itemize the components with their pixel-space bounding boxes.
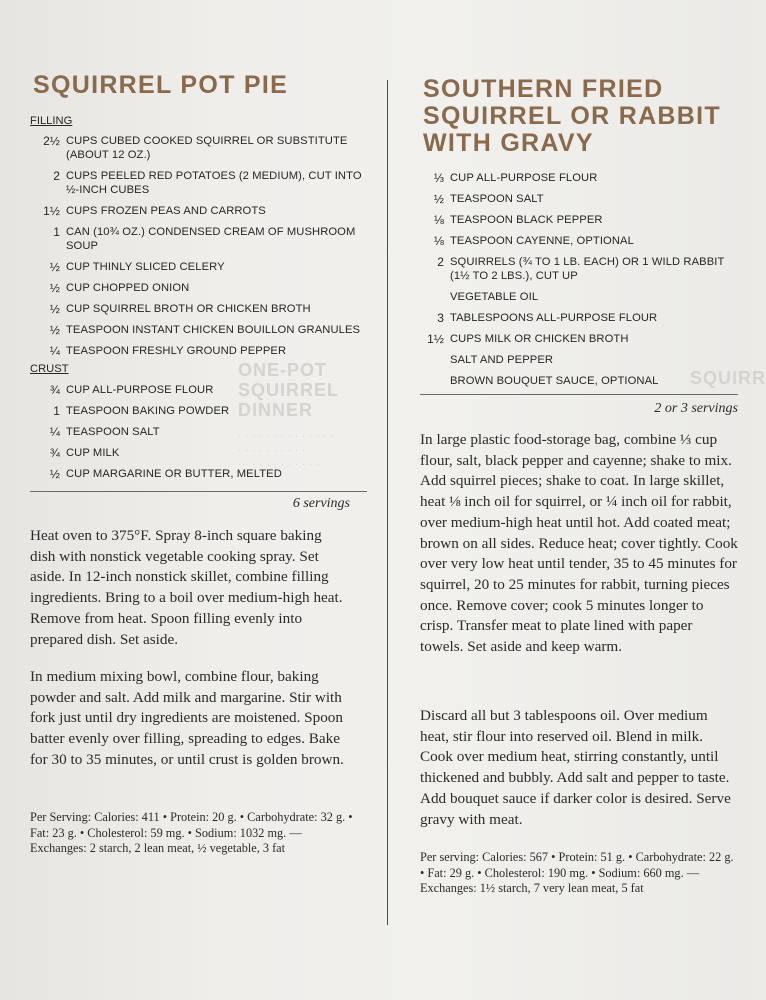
ingredient-quantity: 2½ [43, 134, 60, 148]
instructions-paragraph-2: Discard all but 3 tablespoons oil. Over medium heat, stir flour into reserved oil. Blend in milk. Cook over medium heat, stirring constantly, until thickened and bubbly. Add salt and pepper to taste. Add bouquet sauce if darker color is desired. Serve gravy with meat. [420, 707, 731, 828]
ingredient-item [410, 353, 736, 367]
ingredient-item [26, 169, 366, 197]
nutrition-info: Per serving: Calories: 567 • Protein: 51 g. • Carbohydrate: 22 g. • Fat: 29 g. • Cholesterol: 190 mg. • Sodium: 660 mg. — Exchanges: 1½ starch, 7 very lean meat, 5 fat [420, 850, 734, 896]
ingredient-text: TEASPOON SALT [450, 193, 544, 205]
ingredient-item [26, 302, 366, 316]
ingredient-quantity: ½ [49, 323, 60, 337]
ingredient-text: TEASPOON CAYENNE, OPTIONAL [450, 235, 634, 247]
bleed-through-heading: ONE-POT SQUIRREL DINNER [238, 360, 339, 420]
ingredient-item [410, 290, 736, 304]
instructions-paragraph-2: In medium mixing bowl, combine flour, baking powder and salt. Add milk and margarine. Stir with fork just until dry ingredients are moistened. Spoon batter evenly over filling, spreading to edges. Bake for 30 to 35 minutes, or until crust is golden brown. [30, 668, 344, 768]
ingredient-text: CUP SQUIRREL BROTH OR CHICKEN BROTH [66, 303, 311, 315]
ingredient-text: CUP ALL-PURPOSE FLOUR [66, 384, 214, 396]
filling-ingredient-list [26, 134, 366, 365]
ingredient-text: CUP MARGARINE OR BUTTER, MELTED [66, 468, 282, 480]
ingredient-quantity: ½ [49, 281, 60, 295]
ingredient-text: TEASPOON INSTANT CHICKEN BOUILLON GRANULES [66, 324, 361, 336]
ingredient-text: CUP CHOPPED ONION [66, 282, 190, 294]
instructions-paragraph-1: Heat oven to 375°F. Spray 8-inch square baking dish with nonstick vegetable cooking spray. Set aside. In 12-inch nonstick skillet, combine filling ingredients. Bring to a boil over medium-high heat. Remove from heat. Spoon filling evenly into prepared dish. Set aside. [30, 527, 343, 648]
ingredient-quantity: ½ [49, 302, 60, 316]
recipe-title: SOUTHERN FRIED SQUIRREL OR RABBIT WITH GRAVY [423, 75, 721, 157]
ingredient-item [26, 425, 366, 439]
ingredient-quantity: ¾ [49, 383, 60, 397]
ingredient-text: TEASPOON BAKING POWDER [66, 405, 230, 417]
ingredient-text: CUPS FROZEN PEAS AND CARROTS [66, 205, 266, 217]
ingredient-quantity: ¾ [49, 446, 60, 460]
servings: 6 servings [292, 496, 350, 511]
ingredient-item [410, 374, 736, 388]
crust-ingredient-list [26, 383, 366, 488]
nutrition-info: Per Serving: Calories: 411 • Protein: 20 g. • Carbohydrate: 32 g. • Fat: 23 g. • Cholesterol: 59 mg. • Sodium: 1032 mg. — Exchanges: 2 starch, 2 lean meat, ½ vegetable, 3 fat [30, 810, 353, 856]
ingredient-quantity: ¼ [49, 344, 60, 358]
ingredient-quantity: ½ [49, 260, 60, 274]
ingredient-text: VEGETABLE OIL [450, 291, 539, 303]
ingredient-text: CUPS PEELED RED POTATOES (2 MEDIUM), CUT INTO ½-INCH CUBES [66, 170, 362, 196]
crust-label: CRUST [30, 363, 69, 375]
ingredient-text: BROWN BOUQUET SAUCE, OPTIONAL [450, 375, 659, 387]
ingredient-text: CUP MILK [66, 447, 120, 459]
ingredient-item [410, 311, 736, 325]
ingredient-item [26, 204, 366, 218]
instructions-paragraph-1: In large plastic food-storage bag, combine ⅓ cup flour, salt, black pepper and cayenne; shake to mix. Add squirrel pieces; shake to coat. In large skillet, heat ⅛ inch oil for squirrel, or ¼ inch oil for rabbit, over medium-high heat until hot. Add coated meat; brown on all sides. Reduce heat; cover tightly. Cook over very low heat until tender, 35 to 45 minutes for squirrel, 20 to 25 minutes for rabbit, turning pieces once. Remove cover; cook 5 minutes longer to crisp. Transfer meat to plate lined with paper towels. Set aside and keep warm. [420, 431, 738, 656]
ingredient-list [410, 171, 736, 395]
ingredient-quantity: 1½ [427, 332, 444, 346]
ingredient-item [410, 234, 736, 248]
ingredient-text: SALT AND PEPPER [450, 354, 554, 366]
ingredient-text: TEASPOON SALT [66, 426, 160, 438]
ingredient-item [26, 467, 366, 481]
ingredient-item [26, 404, 366, 418]
servings: 2 or 3 servings [654, 401, 738, 416]
ingredient-quantity: 2 [437, 255, 444, 269]
ingredient-item [26, 323, 366, 337]
ingredient-item [26, 344, 366, 358]
ingredient-quantity: 3 [437, 311, 444, 325]
ingredient-text: TEASPOON FRESHLY GROUND PEPPER [66, 345, 287, 357]
ingredient-quantity: ⅓ [433, 171, 444, 185]
ingredient-item [26, 383, 366, 397]
ingredient-item [26, 446, 366, 460]
bleed-through-text: · · · · · · · · · · · · · · · · · · · · · · · · · · · · · · · · · · · · [238, 431, 335, 470]
divider-rule [420, 394, 738, 395]
ingredient-item [26, 134, 366, 162]
ingredient-item [410, 192, 736, 206]
recipe-title: SQUIRREL POT PIE [33, 71, 289, 99]
ingredient-quantity: 1 [53, 225, 60, 239]
ingredient-text: CUPS MILK OR CHICKEN BROTH [450, 333, 629, 345]
ingredient-text: CAN (10¾ OZ.) CONDENSED CREAM OF MUSHROOM SOUP [66, 226, 356, 252]
ingredient-text: TEASPOON BLACK PEPPER [450, 214, 603, 226]
ingredient-quantity: 2 [53, 169, 60, 183]
filling-label: FILLING [30, 115, 73, 127]
ingredient-quantity: ⅛ [433, 213, 444, 227]
bleed-through-heading-right: SQUIRR [690, 368, 766, 388]
ingredient-text: CUP ALL-PURPOSE FLOUR [450, 172, 598, 184]
ingredient-text: CUP THINLY SLICED CELERY [66, 261, 225, 273]
ingredient-quantity: 1½ [43, 204, 60, 218]
ingredient-quantity: 1 [53, 404, 60, 418]
ingredient-quantity: ½ [49, 467, 60, 481]
ingredient-text: CUPS CUBED COOKED SQUIRREL OR SUBSTITUTE (ABOUT 12 OZ.) [66, 135, 348, 161]
divider-rule [30, 491, 367, 492]
ingredient-item [410, 213, 736, 227]
ingredient-quantity: ½ [433, 192, 444, 206]
ingredient-quantity: ⅛ [433, 234, 444, 248]
ingredient-text: TABLESPOONS ALL-PURPOSE FLOUR [450, 312, 658, 324]
ingredient-item [410, 171, 736, 185]
ingredient-item [26, 260, 366, 274]
ingredient-item [26, 281, 366, 295]
ingredient-item [26, 225, 366, 253]
ingredient-item [410, 332, 736, 346]
column-divider [387, 80, 388, 925]
ingredient-text: SQUIRRELS (¾ TO 1 LB. EACH) OR 1 WILD RABBIT (1½ TO 2 LBS.), CUT UP [450, 256, 725, 282]
ingredient-item [410, 255, 736, 283]
ingredient-quantity: ¼ [49, 425, 60, 439]
